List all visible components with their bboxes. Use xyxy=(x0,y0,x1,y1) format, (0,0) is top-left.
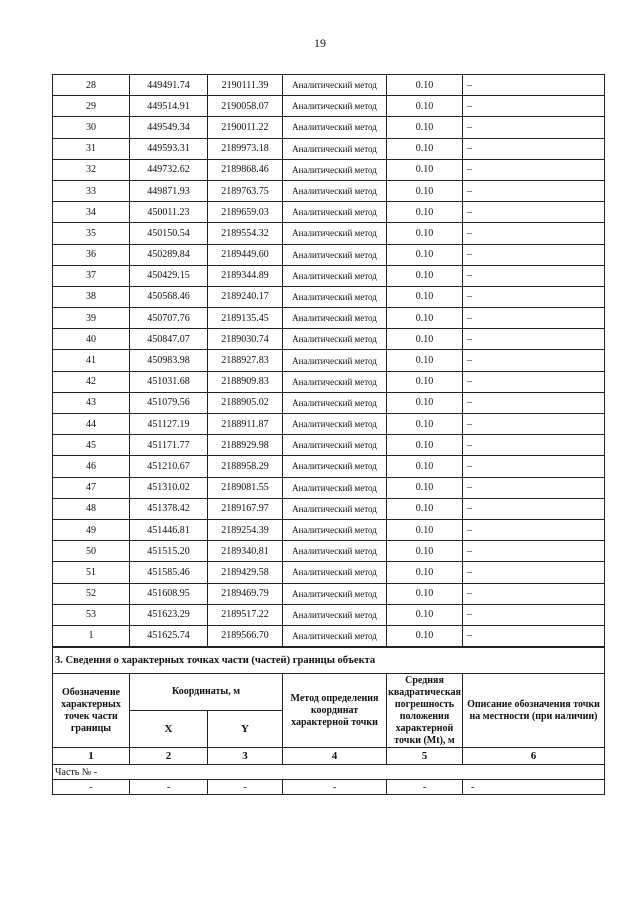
point-number: 42 xyxy=(53,371,130,392)
point-number: 41 xyxy=(53,350,130,371)
method-cell: Аналитический метод xyxy=(283,159,387,180)
table-row xyxy=(53,244,605,265)
coord-x: 449593.31 xyxy=(130,138,208,159)
coord-x: 451031.68 xyxy=(130,371,208,392)
point-number: 52 xyxy=(53,583,130,604)
point-number: 39 xyxy=(53,308,130,329)
mt-cell: 0.10 xyxy=(387,519,463,540)
header-description: Описание обозначения точки на местности (при наличии) xyxy=(463,674,605,748)
method-cell: Аналитический метод xyxy=(283,117,387,138)
description-cell: – xyxy=(463,392,605,413)
column-number: 4 xyxy=(283,748,387,765)
coord-y: 2188909.83 xyxy=(208,371,283,392)
method-cell: Аналитический метод xyxy=(283,350,387,371)
coord-y: 2189340.81 xyxy=(208,541,283,562)
point-number: 48 xyxy=(53,498,130,519)
method-cell: Аналитический метод xyxy=(283,477,387,498)
dash-cell: - xyxy=(130,780,208,795)
method-cell: Аналитический метод xyxy=(283,96,387,117)
header-x: X xyxy=(130,711,208,748)
mt-cell: 0.10 xyxy=(387,625,463,646)
part-dash-row xyxy=(53,780,605,795)
coord-y: 2189554.32 xyxy=(208,223,283,244)
mt-cell: 0.10 xyxy=(387,456,463,477)
header-designation: Обозначение характерных точек части границы xyxy=(53,674,130,748)
dash-cell: - xyxy=(208,780,283,795)
header-y: Y xyxy=(208,711,283,748)
description-cell: – xyxy=(463,583,605,604)
coord-y: 2189240.17 xyxy=(208,286,283,307)
point-number: 30 xyxy=(53,117,130,138)
table-row xyxy=(53,519,605,540)
dash-cell: - xyxy=(283,780,387,795)
method-cell: Аналитический метод xyxy=(283,223,387,244)
point-number: 51 xyxy=(53,562,130,583)
coord-y: 2189429.58 xyxy=(208,562,283,583)
method-cell: Аналитический метод xyxy=(283,414,387,435)
column-number: 6 xyxy=(463,748,605,765)
coord-y: 2189763.75 xyxy=(208,180,283,201)
description-cell: – xyxy=(463,329,605,350)
dash-cell: - xyxy=(53,780,130,795)
point-number: 46 xyxy=(53,456,130,477)
coord-y: 2189517.22 xyxy=(208,604,283,625)
description-cell: – xyxy=(463,371,605,392)
coord-y: 2189973.18 xyxy=(208,138,283,159)
point-number: 49 xyxy=(53,519,130,540)
mt-cell: 0.10 xyxy=(387,75,463,96)
table-row xyxy=(53,583,605,604)
coord-y: 2188958.29 xyxy=(208,456,283,477)
mt-cell: 0.10 xyxy=(387,414,463,435)
coord-x: 450568.46 xyxy=(130,286,208,307)
header-mt: Средняя квадратическая погрешность положения характерной точки (Mt), м xyxy=(388,674,461,746)
coord-y: 2188905.02 xyxy=(208,392,283,413)
point-number: 43 xyxy=(53,392,130,413)
point-number: 29 xyxy=(53,96,130,117)
document-body xyxy=(52,74,604,795)
dash-cell: - xyxy=(387,780,463,795)
method-cell: Аналитический метод xyxy=(283,286,387,307)
description-cell: – xyxy=(463,223,605,244)
description-cell: – xyxy=(463,96,605,117)
table-row xyxy=(53,477,605,498)
mt-cell: 0.10 xyxy=(387,371,463,392)
method-cell: Аналитический метод xyxy=(283,265,387,286)
coord-x: 451127.19 xyxy=(130,414,208,435)
mt-cell: 0.10 xyxy=(387,138,463,159)
mt-cell: 0.10 xyxy=(387,562,463,583)
point-number: 37 xyxy=(53,265,130,286)
table-row xyxy=(53,265,605,286)
method-cell: Аналитический метод xyxy=(283,604,387,625)
method-cell: Аналитический метод xyxy=(283,392,387,413)
description-cell: – xyxy=(463,244,605,265)
coord-y: 2189449.60 xyxy=(208,244,283,265)
coord-x: 451585.46 xyxy=(130,562,208,583)
coord-y: 2188927.83 xyxy=(208,350,283,371)
mt-cell: 0.10 xyxy=(387,392,463,413)
table-row xyxy=(53,414,605,435)
mt-cell: 0.10 xyxy=(387,308,463,329)
coord-y: 2189030.74 xyxy=(208,329,283,350)
table-row xyxy=(53,435,605,456)
coord-x: 451625.74 xyxy=(130,625,208,646)
description-cell: – xyxy=(463,498,605,519)
point-number: 1 xyxy=(53,625,130,646)
column-numbers-row xyxy=(53,748,605,765)
description-cell: – xyxy=(463,308,605,329)
coord-x: 451171.77 xyxy=(130,435,208,456)
dash-cell: - xyxy=(463,780,605,795)
coord-y: 2188929.98 xyxy=(208,435,283,456)
description-cell: – xyxy=(463,75,605,96)
method-cell: Аналитический метод xyxy=(283,75,387,96)
mt-cell: 0.10 xyxy=(387,159,463,180)
page-number: 19 xyxy=(314,36,326,50)
point-number: 38 xyxy=(53,286,130,307)
coord-x: 449549.34 xyxy=(130,117,208,138)
coord-y: 2190058.07 xyxy=(208,96,283,117)
mt-cell: 0.10 xyxy=(387,329,463,350)
description-cell: – xyxy=(463,562,605,583)
table-row xyxy=(53,604,605,625)
coord-x: 450011.23 xyxy=(130,202,208,223)
mt-cell: 0.10 xyxy=(387,498,463,519)
point-number: 28 xyxy=(53,75,130,96)
method-cell: Аналитический метод xyxy=(283,562,387,583)
description-cell: – xyxy=(463,414,605,435)
method-cell: Аналитический метод xyxy=(283,138,387,159)
description-cell: – xyxy=(463,286,605,307)
coord-x: 449514.91 xyxy=(130,96,208,117)
table-row xyxy=(53,392,605,413)
point-number: 44 xyxy=(53,414,130,435)
table-row xyxy=(53,329,605,350)
point-number: 47 xyxy=(53,477,130,498)
method-cell: Аналитический метод xyxy=(283,329,387,350)
point-number: 34 xyxy=(53,202,130,223)
description-cell: – xyxy=(463,435,605,456)
coord-x: 451378.42 xyxy=(130,498,208,519)
table-row xyxy=(53,286,605,307)
method-cell: Аналитический метод xyxy=(283,180,387,201)
mt-cell: 0.10 xyxy=(387,604,463,625)
mt-cell: 0.10 xyxy=(387,350,463,371)
description-cell: – xyxy=(463,541,605,562)
coord-x: 451210.67 xyxy=(130,456,208,477)
coord-y: 2189868.46 xyxy=(208,159,283,180)
table-row xyxy=(53,223,605,244)
table-row xyxy=(53,350,605,371)
point-number: 50 xyxy=(53,541,130,562)
coord-x: 449732.62 xyxy=(130,159,208,180)
table-row xyxy=(53,625,605,646)
point-number: 35 xyxy=(53,223,130,244)
method-cell: Аналитический метод xyxy=(283,456,387,477)
table-row xyxy=(53,456,605,477)
coord-x: 451515.20 xyxy=(130,541,208,562)
mt-cell: 0.10 xyxy=(387,583,463,604)
point-number: 31 xyxy=(53,138,130,159)
points-table xyxy=(52,74,605,647)
coord-y: 2190111.39 xyxy=(208,75,283,96)
mt-cell: 0.10 xyxy=(387,477,463,498)
point-number: 53 xyxy=(53,604,130,625)
column-number: 3 xyxy=(208,748,283,765)
table-row xyxy=(53,562,605,583)
column-number: 2 xyxy=(130,748,208,765)
mt-cell: 0.10 xyxy=(387,265,463,286)
mt-cell: 0.10 xyxy=(387,435,463,456)
mt-cell: 0.10 xyxy=(387,286,463,307)
header-coordinates: Координаты, м xyxy=(130,674,283,711)
coord-y: 2189469.79 xyxy=(208,583,283,604)
coord-x: 449491.74 xyxy=(130,75,208,96)
points-table-body xyxy=(53,75,605,647)
section3-table xyxy=(52,647,605,795)
point-number: 45 xyxy=(53,435,130,456)
description-cell: – xyxy=(463,159,605,180)
coord-x: 451623.29 xyxy=(130,604,208,625)
coord-x: 451310.02 xyxy=(130,477,208,498)
method-cell: Аналитический метод xyxy=(283,583,387,604)
coord-x: 449871.93 xyxy=(130,180,208,201)
table-row xyxy=(53,541,605,562)
table-row xyxy=(53,202,605,223)
mt-cell: 0.10 xyxy=(387,96,463,117)
coord-x: 450707.76 xyxy=(130,308,208,329)
coord-y: 2189659.03 xyxy=(208,202,283,223)
description-cell: – xyxy=(463,265,605,286)
point-number: 36 xyxy=(53,244,130,265)
description-cell: – xyxy=(463,117,605,138)
method-cell: Аналитический метод xyxy=(283,244,387,265)
coord-y: 2189135.45 xyxy=(208,308,283,329)
coord-x: 451446.81 xyxy=(130,519,208,540)
coord-x: 451079.56 xyxy=(130,392,208,413)
coord-y: 2189254.39 xyxy=(208,519,283,540)
table-row xyxy=(53,308,605,329)
coord-x: 450150.54 xyxy=(130,223,208,244)
column-number: 5 xyxy=(387,748,463,765)
table-row xyxy=(53,371,605,392)
point-number: 33 xyxy=(53,180,130,201)
table-row xyxy=(53,159,605,180)
column-number: 1 xyxy=(53,748,130,765)
part-label: Часть № - xyxy=(53,765,605,780)
coord-y: 2189167.97 xyxy=(208,498,283,519)
description-cell: – xyxy=(463,604,605,625)
table-row xyxy=(53,180,605,201)
section3-title: 3. Сведения о характерных точках части (частей) границы объекта xyxy=(53,648,605,674)
method-cell: Аналитический метод xyxy=(283,498,387,519)
coord-x: 450983.98 xyxy=(130,350,208,371)
description-cell: – xyxy=(463,477,605,498)
point-number: 32 xyxy=(53,159,130,180)
table-row xyxy=(53,138,605,159)
coord-x: 451608.95 xyxy=(130,583,208,604)
mt-cell: 0.10 xyxy=(387,541,463,562)
point-number: 40 xyxy=(53,329,130,350)
mt-cell: 0.10 xyxy=(387,180,463,201)
header-method: Метод определения координат характерной точки xyxy=(283,674,387,748)
mt-cell: 0.10 xyxy=(387,117,463,138)
method-cell: Аналитический метод xyxy=(283,202,387,223)
table-row xyxy=(53,498,605,519)
mt-cell: 0.10 xyxy=(387,244,463,265)
description-cell: – xyxy=(463,138,605,159)
table-row xyxy=(53,96,605,117)
method-cell: Аналитический метод xyxy=(283,371,387,392)
coord-x: 450429.15 xyxy=(130,265,208,286)
table-row xyxy=(53,75,605,96)
mt-cell: 0.10 xyxy=(387,202,463,223)
method-cell: Аналитический метод xyxy=(283,308,387,329)
coord-y: 2188911.87 xyxy=(208,414,283,435)
method-cell: Аналитический метод xyxy=(283,519,387,540)
coord-y: 2189566.70 xyxy=(208,625,283,646)
mt-cell: 0.10 xyxy=(387,223,463,244)
description-cell: – xyxy=(463,180,605,201)
coord-x: 450289.84 xyxy=(130,244,208,265)
description-cell: – xyxy=(463,456,605,477)
coord-y: 2189081.55 xyxy=(208,477,283,498)
table-row xyxy=(53,117,605,138)
description-cell: – xyxy=(463,519,605,540)
method-cell: Аналитический метод xyxy=(283,435,387,456)
coord-y: 2189344.89 xyxy=(208,265,283,286)
method-cell: Аналитический метод xyxy=(283,541,387,562)
description-cell: – xyxy=(463,625,605,646)
coord-x: 450847.07 xyxy=(130,329,208,350)
method-cell: Аналитический метод xyxy=(283,625,387,646)
description-cell: – xyxy=(463,202,605,223)
coord-y: 2190011.22 xyxy=(208,117,283,138)
description-cell: – xyxy=(463,350,605,371)
